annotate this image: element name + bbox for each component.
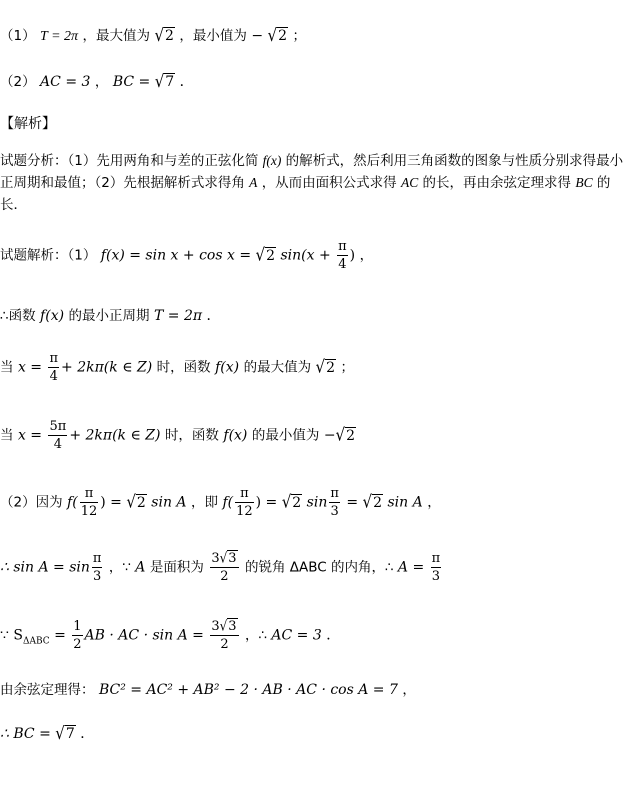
sqrt-2: √2 xyxy=(281,491,302,512)
analysis-text-4: ，从而由面积公式求得 xyxy=(261,175,397,191)
max-pre: 当 xyxy=(0,359,14,376)
angle-a: A xyxy=(135,559,146,576)
answer-1 xyxy=(0,24,306,45)
fx: f(x) xyxy=(215,359,240,376)
sqrt-2: √2 xyxy=(255,244,275,265)
min-line xyxy=(0,420,356,451)
max-line xyxy=(0,352,354,383)
max-label: 的最大值为 xyxy=(243,359,312,376)
fx: f(x) xyxy=(223,427,248,444)
solution-1-lead: 试题解析：（1） xyxy=(0,247,97,264)
solution-1-lhs: f(x) = sin x + cos x = xyxy=(100,247,256,264)
answer-2-prefix: （2） xyxy=(0,74,36,90)
answer-bc-label: BC = xyxy=(112,74,155,90)
max-post: + 2kπ(k ∈ Z) xyxy=(61,359,153,376)
sqrt-7: √7 xyxy=(55,722,75,744)
side-bc: BC xyxy=(575,175,593,190)
fraction-pi-4: $\frac{\pi}{4}$ xyxy=(338,239,347,272)
fx: f(x) xyxy=(40,308,65,324)
area-pre: ∵ S xyxy=(0,627,23,644)
fraction-pi-3: $\frac{\pi}{3}$ xyxy=(92,551,102,584)
period: ． xyxy=(326,627,341,644)
period: ． xyxy=(179,74,194,90)
fraction-3sqrt3-2: $\frac{3√3}{2}$ xyxy=(211,617,237,652)
equals: = xyxy=(341,494,363,511)
answer-1-prefix: （1） xyxy=(0,28,36,44)
semicolon: ； xyxy=(340,359,354,376)
fraction-pi-12: $\frac{\pi}{12}$ xyxy=(236,486,253,519)
answer-ac: AC = 3 xyxy=(40,74,91,90)
sqrt-2: √2 xyxy=(315,356,336,377)
fraction-pi-12: $\frac{\pi}{12}$ xyxy=(80,486,98,519)
semicolon: ； xyxy=(292,28,306,44)
final-line xyxy=(0,723,94,743)
solution-1-sin: sin(x + xyxy=(280,247,336,264)
minus-sign: − xyxy=(251,28,264,44)
period-line xyxy=(0,304,221,325)
sin-a-line xyxy=(0,549,443,584)
f-open: f( xyxy=(67,494,78,511)
therefore: ，∴ xyxy=(245,627,272,644)
area-label: 是面积为 xyxy=(149,559,204,576)
comma: ， xyxy=(359,247,374,264)
period-end: ． xyxy=(206,308,221,324)
final-pre: ∴ BC = xyxy=(0,726,56,742)
period-mid: 的最小正周期 xyxy=(68,308,150,324)
analysis-text-1: 试题分析：（1）先用两角和与差的正弦化简 xyxy=(0,153,259,169)
equals: = xyxy=(49,627,71,644)
close-paren: ) xyxy=(349,247,356,264)
answer-1-min-label: ，最小值为 xyxy=(179,28,247,44)
analysis-heading: 【解析】 xyxy=(0,116,56,132)
period-value: T = 2π xyxy=(153,308,203,324)
max-mid: 时，函数 xyxy=(156,359,211,376)
period-pre: ∴函数 xyxy=(0,308,36,324)
area-expr: AB · AC · sin A = xyxy=(84,627,209,644)
fraction-3sqrt3-2: $\frac{3√3}{2}$ xyxy=(211,549,237,584)
analysis-text-3: 得最小正周期和最值；（2）先根据解析式求得角 xyxy=(0,153,624,191)
part2-pre: （2）因为 xyxy=(0,494,63,511)
analysis-paragraph xyxy=(0,150,628,216)
equals: ) = xyxy=(100,494,127,511)
cosine-pre: 由余弦定理得： xyxy=(0,682,95,698)
cosine-eq: BC² = AC² + AB² − 2 · AB · AC · cos A = 7 xyxy=(98,682,398,698)
analysis-text-6: 求得 xyxy=(544,175,572,191)
comma: ， xyxy=(427,494,441,511)
sin-a-pre: ∴ sin A = sin xyxy=(0,559,90,576)
sqrt-max: √2 xyxy=(154,24,174,46)
min-mid: 时，函数 xyxy=(164,427,219,444)
a-equals: A = xyxy=(397,559,429,576)
sin-a: sin A xyxy=(151,494,187,511)
solution-1 xyxy=(0,240,373,271)
sqrt-2: √2 xyxy=(335,424,356,445)
min-post: + 2kπ(k ∈ Z) xyxy=(69,427,161,444)
fx: f(x) xyxy=(262,153,282,168)
sqrt-2: √2 xyxy=(126,491,146,512)
fraction-pi-3: $\frac{\pi}{3}$ xyxy=(330,486,339,519)
max-x: x = xyxy=(17,359,47,376)
triangle-sub: ΔABC xyxy=(22,636,50,647)
ac-value: AC = 3 xyxy=(271,627,322,644)
part-2-line xyxy=(0,487,441,518)
analysis-text-5: 的长，再由余弦定理 xyxy=(422,175,545,191)
period: ． xyxy=(80,726,95,742)
triangle-label: 的锐角 ΔABC 的内角，∴ xyxy=(245,559,398,576)
equals: ) = xyxy=(255,494,282,511)
comma: ， xyxy=(402,682,416,698)
min-label: 的最小值为 xyxy=(251,427,320,444)
answer-1-period: T = 2π xyxy=(40,29,79,44)
comma: ， xyxy=(94,74,109,90)
sin-a: sin A xyxy=(387,494,423,511)
sqrt-bc: √7 xyxy=(154,70,175,92)
answer-2 xyxy=(0,70,194,91)
cosine-line xyxy=(0,678,416,698)
fraction-1-2: $\frac{1}{2}$ xyxy=(73,619,82,652)
analysis-text-2: 的解析式，然后利用三角函数的图象与性质分别求 xyxy=(285,153,583,169)
angle-a: A xyxy=(249,175,258,190)
f-open: f( xyxy=(222,494,234,511)
sin: sin xyxy=(306,494,328,511)
analysis-text-7: 的长． xyxy=(0,175,611,213)
fraction-pi-4: $\frac{\pi}{4}$ xyxy=(49,351,59,384)
min-pre: 当 xyxy=(0,427,14,444)
because: ，∵ xyxy=(108,559,136,576)
area-line xyxy=(0,617,341,652)
part2-mid: ，即 xyxy=(190,494,218,511)
sqrt-2: √2 xyxy=(362,491,383,512)
answer-1-max-label: ，最大值为 xyxy=(82,28,150,44)
minus-sign: − xyxy=(323,427,336,444)
min-x: x = xyxy=(17,427,47,444)
sqrt-min: √2 xyxy=(267,24,288,46)
fraction-5pi-4: $\frac{5\pi}{4}$ xyxy=(49,419,67,452)
fraction-pi-3: $\frac{\pi}{3}$ xyxy=(431,551,441,584)
side-ac: AC xyxy=(400,175,419,190)
